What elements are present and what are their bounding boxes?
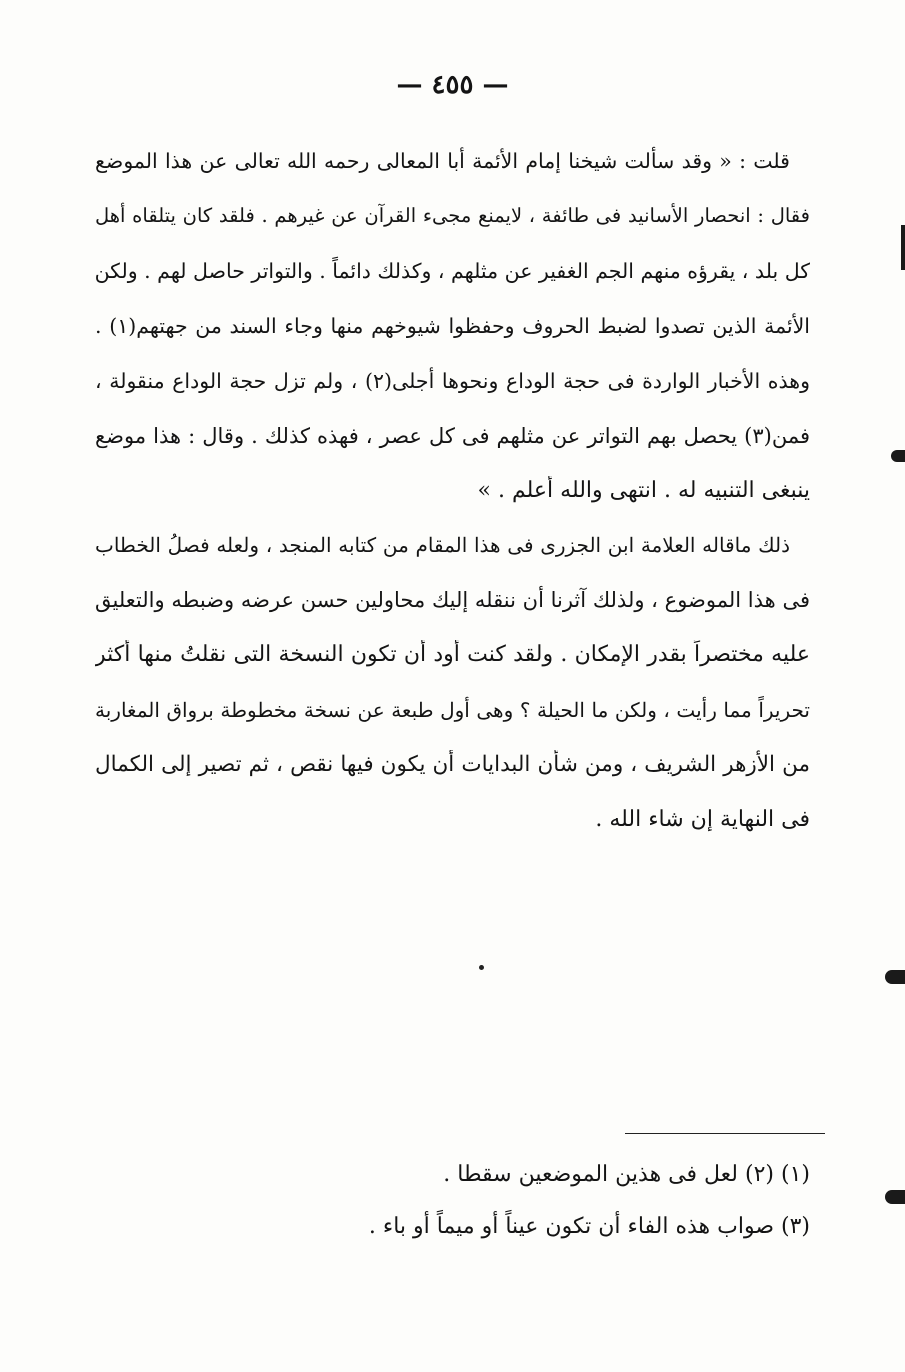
scan-edge-mark: [891, 450, 905, 462]
paragraph-2-line-2: فى هذا الموضوع ، ولذلك آثرنا أن ننقله إليك محاولين حسن عرضه وضبطه والتعليق: [95, 588, 810, 612]
paragraph-2-line-4: تحريراً مما رأيت ، ولكن ما الحيلة ؟ وهى أول طبعة عن نسخة مخطوطة برواق المغاربة: [95, 698, 810, 722]
paragraph-1-line-6: فمن(٣) يحصل بهم التواتر عن مثلهم فى كل عصر ، فهذه كذلك . وقال : هذا موضع: [95, 424, 810, 448]
paragraph-1-line-5: وهذه الأخبار الواردة فى حجة الوداع ونحوها أجلى(٢) ، ولم تزل حجة الوداع منقولة ،: [95, 369, 810, 393]
paragraph-1-line-1: قلت : « وقد سألت شيخنا إمام الأئمة أبا المعالى رحمه الله تعالى عن هذا الموضع: [95, 149, 790, 173]
scan-speck: [479, 965, 484, 970]
footnote-3: (٣) صواب هذه الفاء أن تكون عيناً أو ميماً أو باء .: [368, 1214, 810, 1239]
paragraph-1-line-2: فقال : انحصار الأسانيد فى طائفة ، لايمنع مجىء القرآن عن غيرهم . فلقد كان يتلقاه أهل: [95, 204, 810, 227]
paragraph-2-line-5: من الأزهر الشريف ، ومن شأن البدايات أن يكون فيها نقص ، ثم تصير إلى الكمال: [95, 752, 810, 777]
footnote-1-2: (١) (٢) لعل فى هذين الموضعين سقطا .: [443, 1162, 810, 1187]
scan-edge-mark: [885, 970, 905, 984]
footnote-separator: [625, 1133, 825, 1134]
paragraph-2-line-3: عليه مختصراً بقدر الإمكان . ولقد كنت أود أن تكون النسخة التى نقلتُ منها أكثر: [95, 642, 810, 667]
page-number: — ٤٥٥ —: [396, 70, 509, 100]
paragraph-2-line-6: فى النهاية إن شاء الله .: [595, 807, 810, 832]
paragraph-1-line-7: ينبغى التنبيه له . انتهى والله أعلم . »: [477, 478, 810, 503]
scan-edge-mark: [901, 225, 905, 270]
paragraph-1-line-3: كل بلد ، يقرؤه منهم الجم الغفير عن مثلهم ، وكذلك دائماً . والتواتر حاصل لهم . ولكن: [95, 259, 810, 283]
paragraph-2-line-1: ذلك ماقاله العلامة ابن الجزرى فى هذا المقام من كتابه المنجد ، ولعله فصلُ الخطاب: [95, 533, 790, 557]
paragraph-1-line-4: الأئمة الذين تصدوا لضبط الحروف وحفظوا شيوخهم منها وجاء السند من جهتهم(١) .: [95, 314, 810, 338]
scan-edge-mark: [885, 1190, 905, 1204]
